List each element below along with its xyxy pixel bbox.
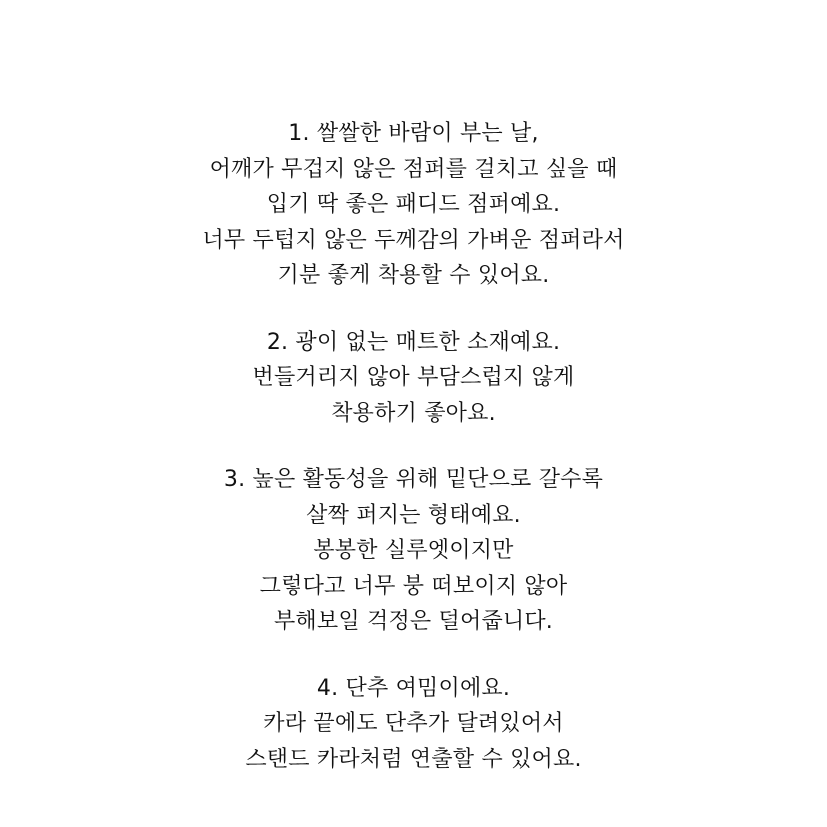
feature-block-4 xyxy=(0,671,827,778)
feature-block-2 xyxy=(0,325,827,432)
description-line: 그렇다고 너무 붕 떠보이지 않아 xyxy=(259,573,568,599)
feature-block-3 xyxy=(0,462,827,640)
description-line: 입기 딱 좋은 패디드 점퍼예요. xyxy=(266,192,561,217)
description-line: 너무 두텁지 않은 두께감의 가벼운 점퍼라서 xyxy=(202,227,625,253)
description-line: 착용하기 좋아요. xyxy=(331,400,496,426)
description-line: 2. 광이 없는 매트한 소재예요. xyxy=(266,329,561,355)
description-line: 카라 끝에도 단추가 달려있어서 xyxy=(263,711,564,736)
description-line: 1. 쌀쌀한 바람이 부는 날, xyxy=(288,121,539,146)
description-line: 살짝 퍼지는 형태예요. xyxy=(306,502,521,528)
description-line: 봉봉한 실루엣이지만 xyxy=(313,538,514,563)
product-description xyxy=(0,116,827,808)
description-line: 부해보일 걱정은 덜어줍니다. xyxy=(273,609,553,634)
feature-block-1 xyxy=(0,116,827,294)
description-line: 번들거리지 않아 부담스럽지 않게 xyxy=(252,365,575,390)
description-line: 스탠드 카라처럼 연출할 수 있어요. xyxy=(245,746,582,772)
description-line: 어깨가 무겁지 않은 점퍼를 걸치고 싶을 때 xyxy=(209,156,618,182)
description-line: 기분 좋게 착용할 수 있어요. xyxy=(277,263,550,288)
description-line: 3. 높은 활동성을 위해 밑단으로 갈수록 xyxy=(223,467,604,492)
description-line: 4. 단추 여밈이에요. xyxy=(316,675,511,701)
